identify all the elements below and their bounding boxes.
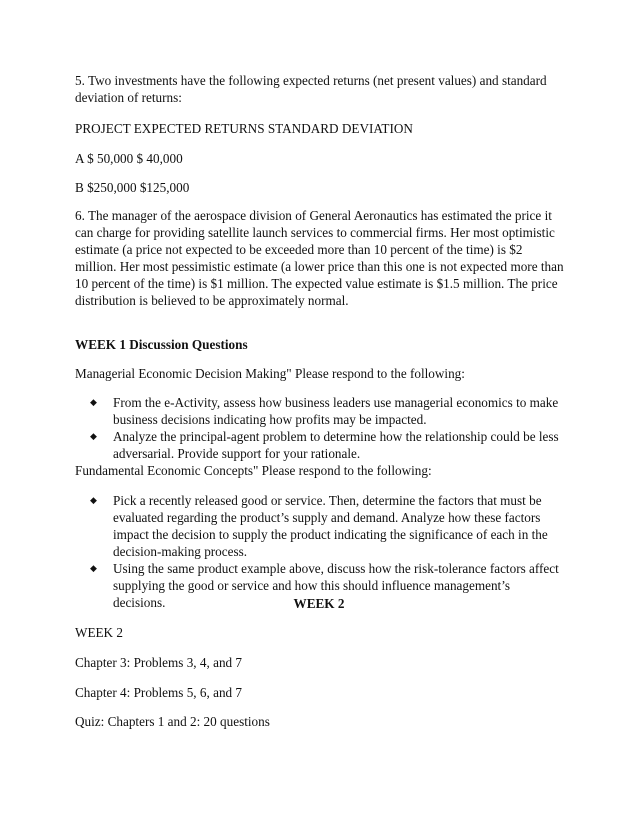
list-item-text: Analyze the principal-agent problem to determine how the relationship could be less adversarial. Provide support for your rationale.: [113, 429, 559, 461]
diamond-bullet-icon: ◆: [90, 495, 97, 505]
week2-item: Chapter 4: Problems 5, 6, and 7: [75, 685, 243, 700]
week2-label: WEEK 2: [75, 625, 123, 640]
section1-bullet-list: [90, 394, 560, 462]
week1-heading: WEEK 1 Discussion Questions: [75, 337, 248, 352]
list-item: [90, 428, 560, 462]
diamond-bullet-icon: ◆: [90, 431, 97, 441]
diamond-bullet-icon: ◆: [90, 397, 97, 407]
week2-item: Chapter 3: Problems 3, 4, and 7: [75, 655, 243, 670]
question-5-intro: 5. Two investments have the following expected returns (net present values) and standard deviation of returns:: [75, 73, 547, 105]
list-item-text: From the e-Activity, assess how business leaders use managerial economics to make business decisions indicating how profits may be impacted.: [113, 395, 559, 427]
question-6-text: 6. The manager of the aerospace division of General Aeronautics has estimated the price it can charge for providing satellite launch services to commercial firms. Her most optimistic estimate (a price not expected to be exceeded more than 10 percent of the time) is $2 million. Her most pessimistic estimate (a lower price than this one is not expected more than 10 percent of the time) is $1 million. The expected value estimate is $1.5 million. The price distribution is believed to be approximately normal.: [75, 208, 564, 308]
table-row-a: A $ 50,000 $ 40,000: [75, 151, 183, 166]
list-item-text: Pick a recently released good or service. Then, determine the factors that must be evaluated regarding the product’s supply and demand. Analyze how these factors impact the decision to supply the product indicating the significance of each in the decision-making process.: [113, 493, 548, 559]
week2-item: Quiz: Chapters 1 and 2: 20 questions: [75, 714, 270, 729]
table-header: PROJECT EXPECTED RETURNS STANDARD DEVIATION: [75, 121, 413, 136]
section2-bullet-list: [90, 492, 560, 611]
diamond-bullet-icon: ◆: [90, 563, 97, 573]
section2-title: Fundamental Economic Concepts" Please respond to the following:: [75, 463, 432, 478]
week2-center-heading: WEEK 2: [293, 596, 345, 611]
list-item: [90, 492, 560, 560]
section1-title: Managerial Economic Decision Making" Please respond to the following:: [75, 366, 465, 381]
list-item-text: Using the same product example above, discuss how the risk-tolerance factors affect supplying the good or service and how this should influence management’s decisions.: [113, 561, 559, 610]
table-row-b: B $250,000 $125,000: [75, 180, 190, 195]
list-item: [90, 394, 560, 428]
